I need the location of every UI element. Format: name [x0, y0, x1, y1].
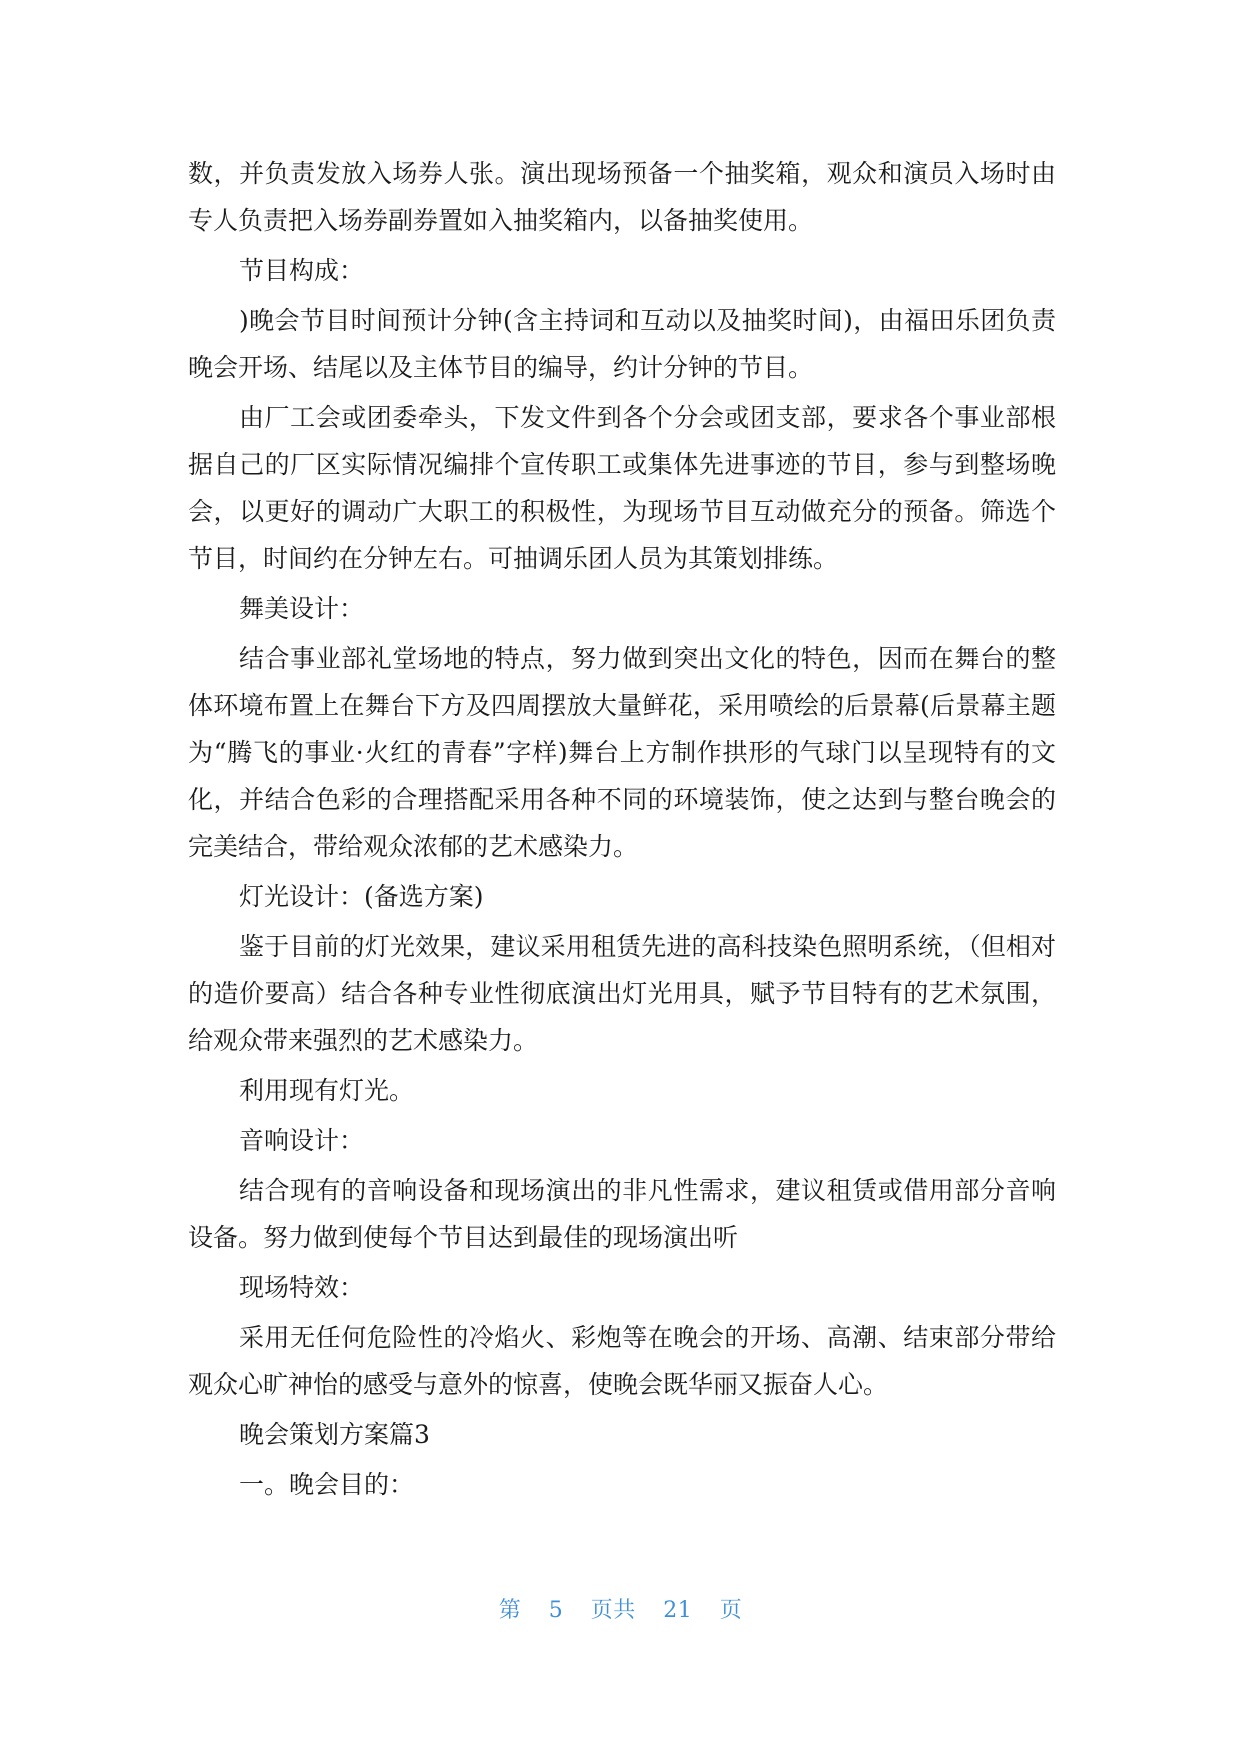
footer-page-number: 5: [548, 1598, 564, 1623]
paragraph: 采用无任何危险性的冷焰火、彩炮等在晚会的开场、高潮、结束部分带给观众心旷神怡的感受与意外的惊喜，使晚会既华丽又振奋人心。: [188, 1323, 1056, 1399]
footer-suffix: 页: [719, 1598, 743, 1623]
paragraph: 结合事业部礼堂场地的特点，努力做到突出文化的特色，因而在舞台的整体环境布置上在舞台下方及四周摆放大量鲜花，采用喷绘的后景幕(后景幕主题为“腾飞的事业·火红的青春”字样)舞台上方制作拱形的气球门以呈现特有的文化，并结合色彩的合理搭配采用各种不同的环境装饰，使之达到与整台晚会的完美结合，带给观众浓郁的艺术感染力。: [188, 644, 1056, 861]
section-heading: 节目构成：: [239, 256, 365, 285]
section-heading: 舞美设计：: [239, 594, 365, 623]
section-heading: 灯光设计：(备选方案): [239, 882, 484, 911]
paragraph: 结合现有的音响设备和现场演出的非凡性需求，建议租赁或借用部分音响设备。努力做到使每个节目达到最佳的现场演出听: [188, 1176, 1056, 1252]
section-heading: 晚会策划方案篇3: [239, 1420, 430, 1449]
paragraph: )晚会节目时间预计分钟(含主持词和互动以及抽奖时间)，由福田乐团负责晚会开场、结尾以及主体节目的编导，约计分钟的节目。: [188, 306, 1056, 382]
document-body: [188, 150, 1056, 1508]
footer-middle: 页共: [590, 1598, 636, 1623]
page-footer: [0, 1593, 1241, 1624]
paragraph: 数，并负责发放入场券人张。演出现场预备一个抽奖箱，观众和演员入场时由专人负责把入场券副券置如入抽奖箱内，以备抽奖使用。: [188, 159, 1056, 235]
paragraph: 利用现有灯光。: [239, 1076, 415, 1105]
paragraph: 由厂工会或团委牵头，下发文件到各个分会或团支部，要求各个事业部根据自己的厂区实际情况编排个宣传职工或集体先进事迹的节目，参与到整场晚会，以更好的调动广大职工的积极性，为现场节目互动做充分的预备。筛选个节目，时间约在分钟左右。可抽调乐团人员为其策划排练。: [188, 403, 1056, 573]
paragraph: 鉴于目前的灯光效果，建议采用租赁先进的高科技染色照明系统，（但相对的造价要高）结合各种专业性彻底演出灯光用具，赋予节目特有的艺术氛围，给观众带来强烈的艺术感染力。: [188, 932, 1056, 1055]
section-heading: 音响设计：: [239, 1126, 365, 1155]
section-heading: 现场特效：: [239, 1273, 365, 1302]
section-heading: 一。晚会目的：: [239, 1470, 415, 1499]
footer-prefix: 第: [498, 1598, 522, 1623]
footer-total-pages: 21: [663, 1598, 693, 1623]
